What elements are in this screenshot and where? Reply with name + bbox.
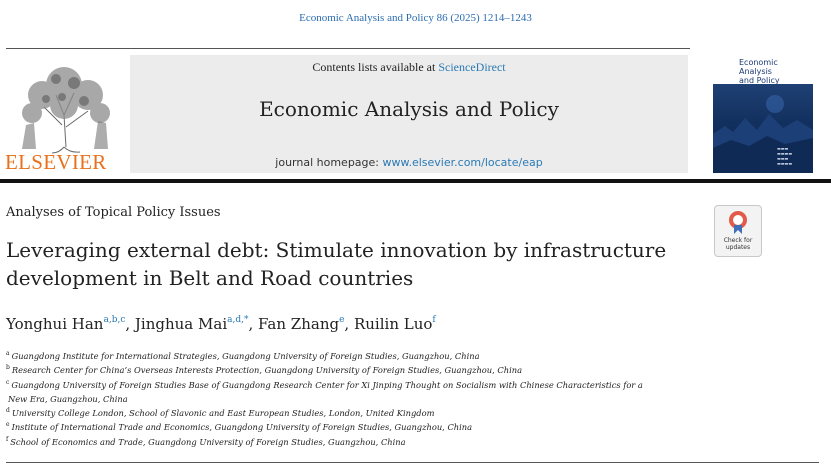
author-name[interactable]: Jinghua Mai <box>134 315 228 333</box>
cover-title-line1: Economic Analysis <box>739 58 778 76</box>
affiliation-mark: f <box>6 435 9 443</box>
affiliation-text: New Era, Guangzhou, China <box>8 393 128 404</box>
check-for-updates-button[interactable] <box>714 205 762 257</box>
contents-prefix: Contents lists available at <box>312 60 436 74</box>
author-name[interactable]: Fan Zhang <box>258 315 340 333</box>
check-for-updates-label: Check for updates <box>723 237 753 251</box>
homepage-link[interactable]: www.elsevier.com/locate/eap <box>382 156 543 169</box>
affiliation-item <box>6 405 696 419</box>
article-section: Analyses of Topical Policy Issues <box>6 205 221 220</box>
cover-artwork <box>713 84 813 173</box>
journal-citation[interactable]: Economic Analysis and Policy 86 (2025) 1214–1243 <box>299 12 532 24</box>
cover-title <box>739 58 813 85</box>
header-divider <box>6 48 690 49</box>
title-line-1: Leveraging external debt: Stimulate innovation by infrastructure <box>6 238 667 262</box>
affiliation-text: Institute of International Trade and Economics, Guangdong University of Foreign Studies, Guangzhou, China <box>11 422 473 433</box>
footer-divider <box>6 462 819 463</box>
author-affiliation-marks[interactable]: a,d,* <box>227 315 249 325</box>
journal-cover[interactable] <box>713 48 813 173</box>
affiliation-text: Guangdong Institute for International Strategies, Guangdong University of Foreign Studies, Guangzhou, China <box>11 350 480 361</box>
author-separator: , <box>248 315 259 333</box>
contents-line <box>130 60 688 75</box>
author-name[interactable]: Yonghui Han <box>6 315 104 333</box>
affiliation-item <box>6 362 696 376</box>
publisher-name: ELSEVIER <box>5 150 107 174</box>
affiliation-item <box>6 348 696 362</box>
affiliation-mark: a <box>6 350 10 357</box>
author-list <box>6 315 436 333</box>
affiliation-mark: c <box>6 378 10 386</box>
affiliation-mark: b <box>6 364 10 372</box>
affiliation-text: University College London, School of Slavonic and East European Studies, London, United Kingdom <box>11 407 435 418</box>
affiliation-text: School of Economics and Trade, Guangdong University of Foreign Studies, Guangzhou, China <box>10 436 406 447</box>
affiliation-item <box>6 391 696 405</box>
sciencedirect-link[interactable]: ScienceDirect <box>438 60 506 74</box>
masthead-rule <box>0 179 831 183</box>
affiliation-item <box>6 377 696 391</box>
affiliation-list <box>6 348 696 448</box>
affiliation-mark: d <box>6 407 10 415</box>
title-line-2: development in Belt and Road countries <box>6 266 414 290</box>
affiliation-item <box>6 419 696 433</box>
article-title <box>6 236 696 292</box>
author-separator: , <box>344 315 354 333</box>
homepage-prefix: journal homepage: <box>275 156 379 169</box>
affiliation-text: Guangdong University of Foreign Studies Base of Guangdong Research Center for Xi Jinping Thought on Socialism with Chinese Characteristics for a <box>11 379 643 390</box>
author-affiliation-marks[interactable]: a,b,c <box>103 315 126 325</box>
author-name[interactable]: Ruilin Luo <box>353 315 433 333</box>
bookmark-icon <box>728 210 748 236</box>
homepage-line <box>130 156 688 169</box>
affiliation-text: Research Center for China’s Overseas Interests Protection, Guangdong University of Foreign Studies, Guangzhou, China <box>11 365 523 376</box>
author-affiliation-marks[interactable]: f <box>432 315 436 325</box>
cover-editors: ▬▬▬ ▬▬▬▬ ▬▬▬ ▬▬▬▬ <box>777 146 793 166</box>
author-separator: , <box>125 315 135 333</box>
affiliation-item <box>6 434 696 448</box>
cover-title-line2: and Policy <box>739 76 780 85</box>
affiliation-mark: e <box>6 421 10 429</box>
author-affiliation-marks[interactable]: e <box>339 315 345 325</box>
journal-title: Economic Analysis and Policy <box>259 97 559 121</box>
